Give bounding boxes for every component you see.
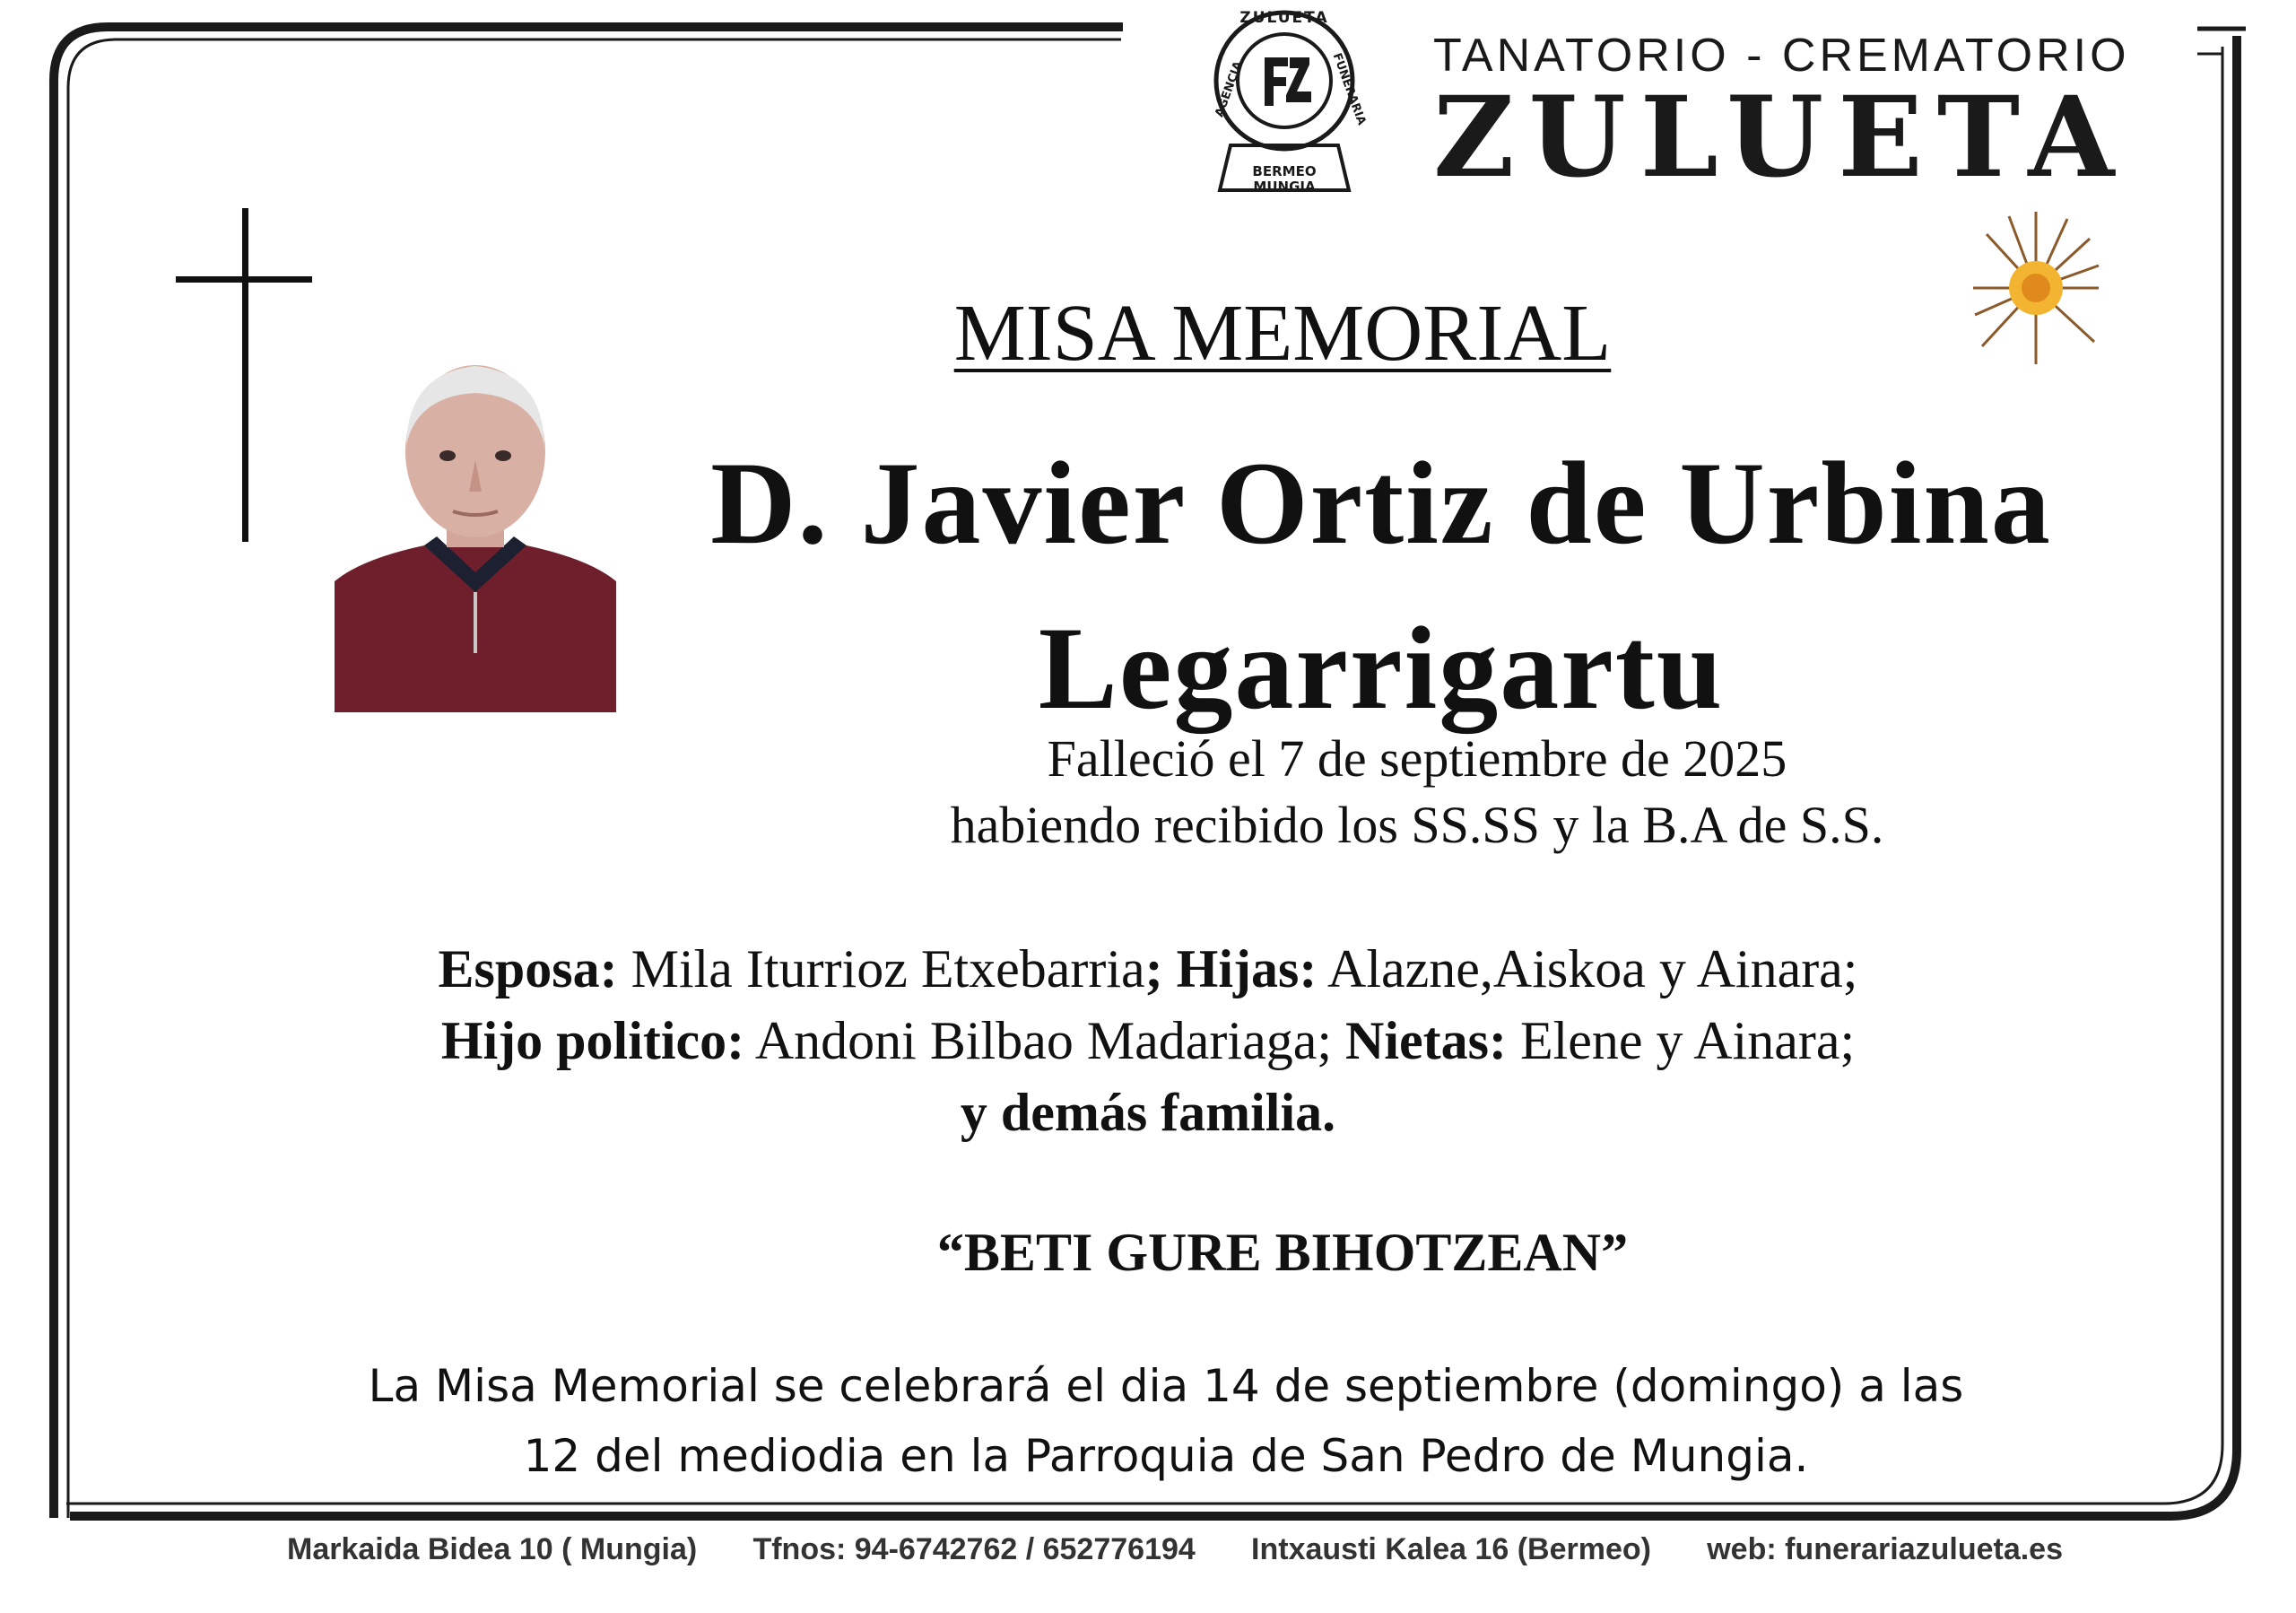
seal-location-1: BERMEO	[1252, 163, 1317, 179]
footer-address-bermeo: Intxausti Kalea 16 (Bermeo)	[1251, 1532, 1651, 1566]
death-date: Falleció el 7 de septiembre de 2025	[1047, 729, 1787, 788]
separator: ;	[1317, 1011, 1346, 1070]
family-line-2	[323, 1010, 1973, 1072]
seal-right-text: FUNERARIA	[1329, 51, 1369, 127]
separator: ;	[1144, 939, 1177, 998]
seal-logo	[1205, 2, 1369, 201]
daughters-label: Hijas:	[1176, 939, 1318, 998]
motto: “BETI GURE BIHOTZEAN”	[936, 1223, 1629, 1282]
family-rest: y demás familia.	[960, 1083, 1336, 1142]
spouse-name: Mila Iturrioz Etxebarria	[617, 939, 1145, 998]
granddaughters-names: Elene y Ainara;	[1506, 1011, 1856, 1070]
flower-icon	[1964, 203, 2108, 373]
seal-brand-text: ZULUETA	[1239, 9, 1329, 27]
footer-address-mungia: Markaida Bidea 10 ( Mungia)	[287, 1532, 698, 1566]
notice-title: MISA MEMORIAL	[953, 289, 1612, 378]
footer-web: web: funerariazulueta.es	[1707, 1532, 2063, 1566]
mass-info-line2: 12 del mediodia en la Parroquia de San Pedro de Mungia.	[523, 1430, 1809, 1482]
soninlaw-label: Hijo politico:	[440, 1011, 745, 1070]
cross-icon	[176, 208, 316, 542]
sacraments-note: habiendo recibido los SS.SS y la B.A de S.S.	[950, 796, 1884, 854]
brand-name: ZULUETA	[1433, 73, 2129, 203]
deceased-name-line1: D. Javier Ortiz de Urbina	[710, 437, 2052, 569]
family-line-1	[323, 938, 1973, 1000]
footer-phones: Tfnos: 94-6742762 / 652776194	[752, 1532, 1196, 1566]
seal-left-text: AGENCIA	[1213, 59, 1246, 119]
brand-subtitle: TANATORIO - CREMATORIO	[1433, 30, 2130, 82]
spouse-label: Esposa:	[438, 939, 618, 998]
deceased-name-line2: Legarrigartu	[1038, 602, 1725, 734]
mass-info-line1: La Misa Memorial se celebrará el dia 14 de septiembre (domingo) a las	[368, 1360, 1964, 1412]
footer	[287, 1532, 2063, 1567]
portrait-photo	[335, 357, 616, 712]
daughters-names: Alazne,Aiskoa y Ainara;	[1317, 939, 1858, 998]
seal-location-2: MUNGIA	[1253, 179, 1316, 195]
soninlaw-name: Andoni Bilbao Madariaga	[744, 1011, 1318, 1070]
granddaughters-label: Nietas:	[1345, 1011, 1507, 1070]
